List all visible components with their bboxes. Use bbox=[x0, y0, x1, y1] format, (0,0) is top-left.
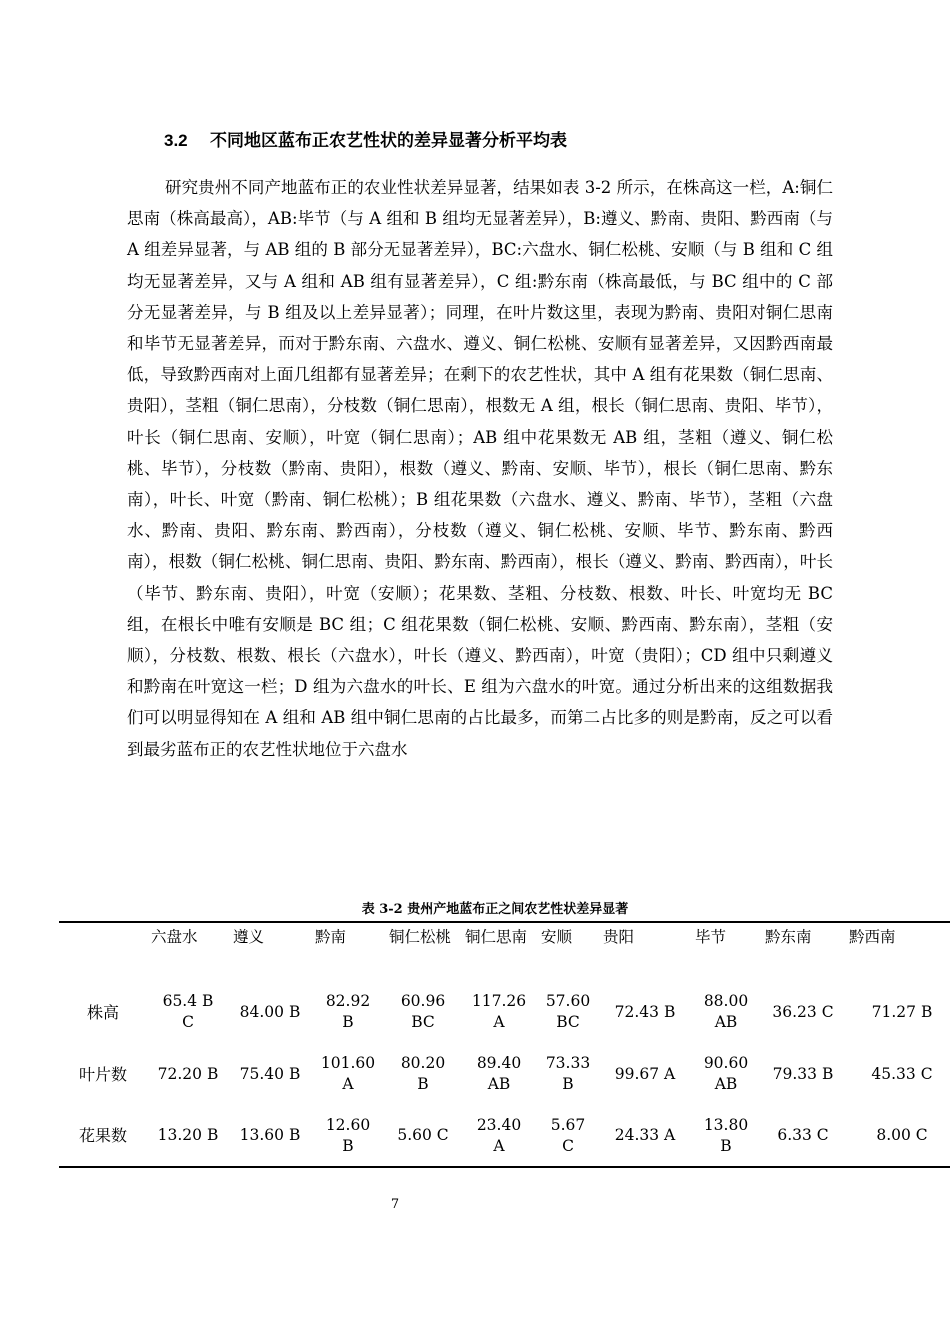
table-cell: 12.60 B bbox=[325, 1115, 371, 1155]
table-cell: 79.33 B bbox=[772, 1064, 834, 1083]
row-label: 花果数 bbox=[78, 1126, 127, 1145]
header-cell: 安顺 bbox=[541, 928, 573, 946]
table-header-row bbox=[59, 922, 950, 981]
header-cell: 黔南 bbox=[315, 928, 347, 946]
table-cell: 88.00 AB bbox=[703, 992, 749, 1031]
table-cell: 23.40 A bbox=[476, 1115, 522, 1155]
section-number: 3.2 bbox=[164, 131, 188, 150]
table-cell: 75.40 B bbox=[239, 1064, 301, 1083]
table-row bbox=[59, 981, 950, 1043]
header-cell: 毕节 bbox=[695, 928, 727, 946]
header-cell: 黔西南 bbox=[849, 928, 896, 946]
header-cell: 铜仁思南 bbox=[465, 928, 528, 946]
section-heading bbox=[164, 128, 864, 154]
page-number: 7 bbox=[390, 1197, 400, 1212]
table-caption: 表 3-2 贵州产地蓝布正之间农艺性状差异显著 bbox=[361, 902, 629, 917]
header-cell: 黔东南 bbox=[765, 928, 812, 946]
table-cell: 5.67 C bbox=[550, 1115, 586, 1155]
table-cell: 82.92 B bbox=[325, 992, 371, 1031]
section-title: 不同地区蓝布正农艺性状的差异显著分析平均表 bbox=[210, 131, 567, 150]
table-cell: 57.60 BC bbox=[545, 992, 591, 1031]
table-row bbox=[59, 1043, 950, 1105]
header-cell: 遵义 bbox=[233, 928, 265, 946]
table-cell: 5.60 C bbox=[397, 1126, 449, 1144]
table-cell: 72.43 B bbox=[614, 1002, 676, 1021]
table-cell: 72.20 B bbox=[157, 1064, 219, 1083]
data-table bbox=[59, 921, 950, 1168]
table-cell: 71.27 B bbox=[871, 1002, 933, 1021]
header-cell: 贵阳 bbox=[603, 928, 635, 946]
data-table-container bbox=[59, 921, 950, 1175]
table-cell: 84.00 B bbox=[239, 1002, 301, 1021]
body-paragraph: 研究贵州不同产地蓝布正的农业性状差异显著，结果如表 3-2 所示，在株高这一栏，A:铜仁思南（株高最高），AB:毕节（与 A 组和 B 组均无显著差异），B:遵义、黔南、贵阳、黔西南（与 A 组差异显著，与 AB 组的 B 部分无显著差异），BC:六盘水、铜仁松桃、安顺（与 B 组和 C 组均无显著差异，又与 A 组和 AB 组有显著差异），C 组:黔东南（株高最低，与 BC 组中的 C 部分无显著差异，与 B 组及以上差异显著）；同理，在叶片数这里，表现为黔南、贵阳对铜仁思南和毕节无显著差异，而对于黔东南、六盘水、遵义、铜仁松桃、安顺有显著差异，又因黔西南最低，导致黔西南对上面几组都有显著差异；在剩下的农艺性状，其中 A 组有花果数（铜仁思南、贵阳），茎粗（铜仁思南），分枝数（铜仁思南），根数无 A 组，根长（铜仁思南、贵阳、毕节），叶长（铜仁思南、安顺），叶宽（铜仁思南）；AB 组中花果数无 AB 组，茎粗（遵义、铜仁松桃、毕节），分枝数（黔南、贵阳），根数（遵义、黔南、安顺、毕节），根长（铜仁思南、黔东南），叶长、叶宽（黔南、铜仁松桃）；B 组花果数（六盘水、遵义、黔南、毕节），茎粗（六盘水、黔南、贵阳、黔东南、黔西南），分枝数（遵义、铜仁松桃、安顺、毕节、黔东南、黔西南），根数（铜仁松桃、铜仁思南、贵阳、黔东南、黔西南），根长（遵义、黔南、黔西南），叶长（毕节、黔东南、贵阳），叶宽（安顺）；花果数、茎粗、分枝数、根数、叶长、叶宽均无 BC 组，在根长中唯有安顺是 BC 组；C 组花果数（铜仁松桃、安顺、黔西南、黔东南），茎粗（安顺），分枝数、根数、根长（六盘水），叶长（遵义、黔西南），叶宽（贵阳）；CD 组中只剩遵义和黔南在叶宽这一栏；D 组为六盘水的叶长、E 组为六盘水的叶宽。通过分析出来的这组数据我们可以明显得知在 A 组和 AB 组中铜仁思南的占比最多，而第二占比多的则是黔南，反之可以看到最劣蓝布正的农艺性状地位于六盘水 bbox=[127, 178, 833, 759]
table-cell: 24.33 A bbox=[614, 1126, 676, 1144]
table-cell: 73.33 B bbox=[545, 1054, 591, 1093]
table-cell: 60.96 BC bbox=[400, 992, 446, 1031]
table-row bbox=[59, 1105, 950, 1167]
header-cell: 六盘水 bbox=[151, 928, 198, 946]
table-cell: 89.40 AB bbox=[476, 1054, 522, 1093]
table-cell: 101.60 A bbox=[320, 1054, 376, 1093]
row-label: 叶片数 bbox=[78, 1064, 127, 1084]
table-cell: 65.4 B C bbox=[162, 992, 214, 1031]
row-label: 株高 bbox=[86, 1002, 119, 1022]
table-cell: 13.80 B bbox=[703, 1115, 749, 1155]
table-cell: 6.33 C bbox=[777, 1126, 829, 1144]
table-cell: 117.26 A bbox=[471, 992, 527, 1031]
table-cell: 80.20 B bbox=[400, 1054, 446, 1093]
header-cell-empty bbox=[59, 922, 147, 981]
header-cell: 铜仁松桃 bbox=[389, 928, 452, 946]
table-cell: 36.23 C bbox=[772, 1002, 834, 1021]
table-cell: 13.60 B bbox=[239, 1126, 301, 1144]
table-cell: 99.67 A bbox=[614, 1064, 676, 1083]
table-cell: 45.33 C bbox=[871, 1064, 933, 1083]
table-cell: 90.60 AB bbox=[703, 1054, 749, 1093]
table-cell: 13.20 B bbox=[157, 1126, 219, 1144]
table-cell: 8.00 C bbox=[876, 1126, 928, 1144]
